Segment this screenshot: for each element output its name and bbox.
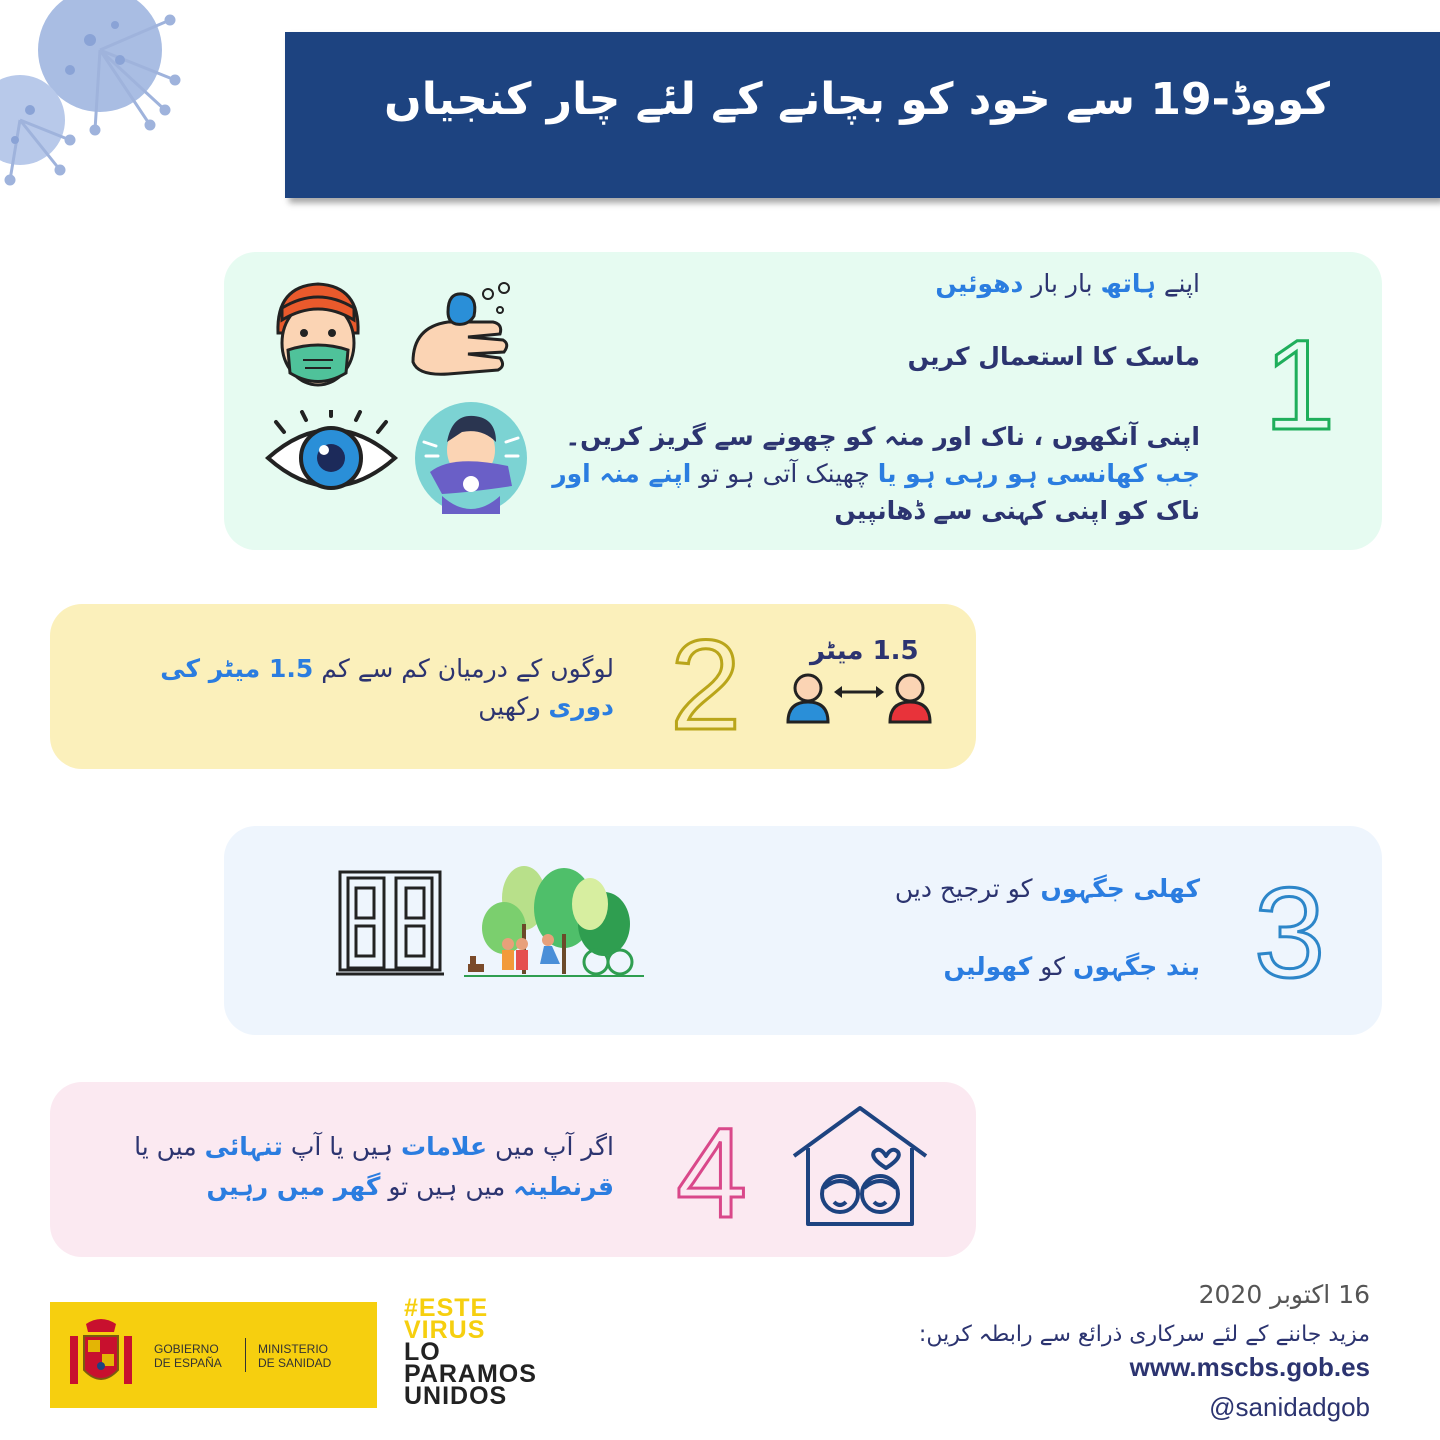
house-family-icon	[790, 1104, 930, 1228]
card2-line2: دوری رکھیں	[478, 692, 614, 721]
card3-line1: کھلی جگہوں کو ترجیح دیں	[894, 874, 1200, 903]
open-window-icon	[336, 870, 444, 978]
sneeze-elbow-icon	[412, 402, 530, 514]
slogan: #ESTE VIRUS LO PARAMOS UNIDOS	[404, 1294, 537, 1410]
card1-line1: اپنے ہاتھ بار بار دھوئیں	[935, 269, 1200, 298]
card1-line2: ماسک کا استعمال کریں	[907, 342, 1200, 371]
step-number-1: 1	[1264, 314, 1336, 457]
gov-label: GOBIERNO DE ESPAÑA	[154, 1342, 222, 1370]
logo-divider	[245, 1338, 246, 1372]
step-number-3: 3	[1254, 862, 1326, 1005]
key-card-3	[224, 826, 1382, 1035]
page-title: کووڈ-19 سے خود کو بچانے کے لئے چار کنجیاں	[384, 74, 1330, 125]
card4-line2: قرنطینہ میں ہیں تو گھر میں رہیں	[206, 1172, 614, 1201]
website-link[interactable]: www.mscbs.gob.es	[1129, 1352, 1370, 1382]
two-people-distance-icon	[786, 672, 932, 724]
coat-of-arms-icon	[66, 1314, 136, 1396]
ministry-label: MINISTERIO DE SANIDAD	[258, 1342, 332, 1370]
step-number-2: 2	[670, 614, 742, 757]
card2-line1: لوگوں کے درمیان کم سے کم 1.5 میٹر کی	[160, 654, 614, 683]
header-banner	[285, 32, 1440, 198]
date-text: 16 اکتوبر 2020	[1198, 1280, 1370, 1309]
card1-line4: جب کھانسی ہو رہی ہو یا چھینک آتی ہو تو اپنے منہ اور	[552, 459, 1200, 488]
handwashing-icon	[408, 282, 518, 382]
social-handle[interactable]: @sanidadgob	[1209, 1392, 1370, 1422]
key-card-2	[50, 604, 976, 769]
eye-icon	[264, 410, 399, 500]
key-card-4	[50, 1082, 976, 1257]
distance-label: 1.5 میٹر	[810, 636, 919, 666]
government-logo	[50, 1302, 377, 1408]
card1-line5: ناک کو اپنی کہنی سے ڈھانپیں	[834, 496, 1200, 525]
info-text: مزید جاننے کے لئے سرکاری ذرائع سے رابطہ کریں:	[918, 1322, 1370, 1347]
step-number-4: 4	[676, 1102, 748, 1245]
virus-decoration-icon	[0, 0, 200, 200]
card1-line3: اپنی آنکھوں ، ناک اور منہ کو چھونے سے گریز کریں۔	[565, 422, 1200, 451]
card4-line1: اگر آپ میں علامات ہیں یا آپ تنہائی میں یا	[134, 1132, 614, 1161]
key-card-1	[224, 252, 1382, 550]
park-icon	[464, 864, 644, 980]
card3-line2: بند جگہوں کو کھولیں	[943, 952, 1200, 981]
masked-person-icon	[268, 278, 368, 393]
